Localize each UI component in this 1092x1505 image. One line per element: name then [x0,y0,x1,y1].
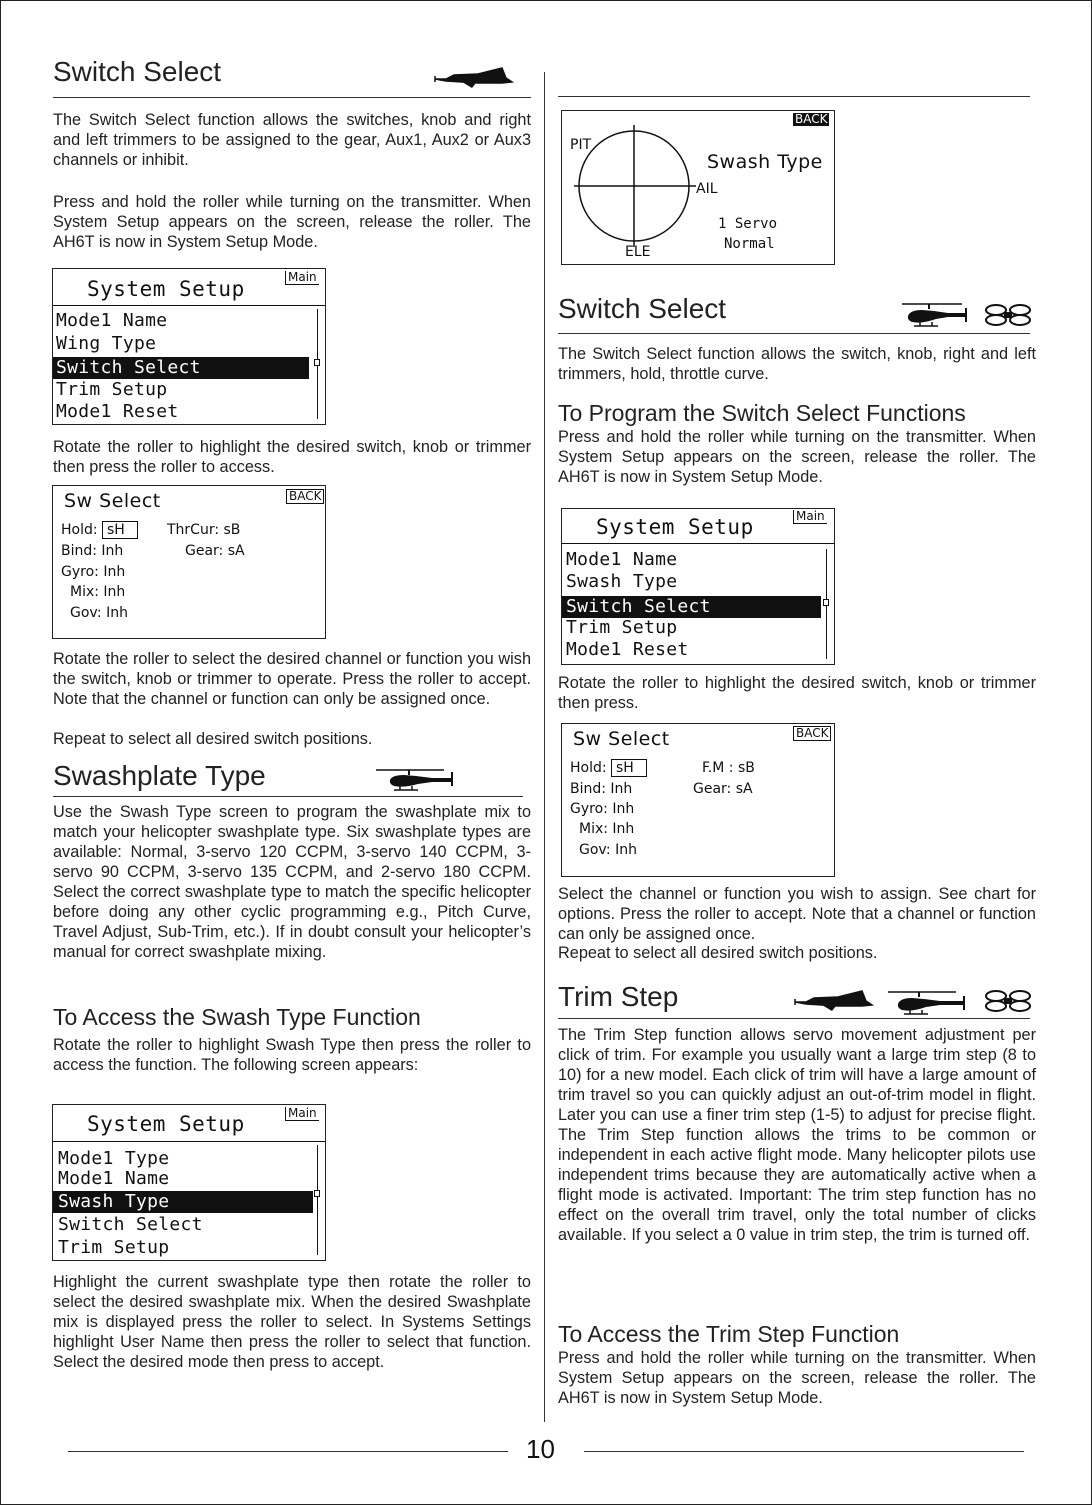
column-divider [544,72,545,1422]
menu-item: Mode1 Type [58,1148,170,1169]
right-switch-para4: Select the channel or function you wish to assign. See chart for options. Press the roller to accept. Note that a channel or function can only be assigned once. [558,885,1036,943]
servo-count: 1 Servo [718,216,778,232]
right-switch-select-heading: Switch Select [558,293,727,324]
airplane-icon [432,64,514,90]
gov-setting: Gov: Inh [579,842,637,858]
main-tag: Main [285,1107,319,1121]
page-number: 10 [526,1434,555,1464]
lcd-title: Sw Select [573,728,670,750]
lcd-system-setup-1 [52,268,326,425]
menu-item: Mode1 Reset [56,401,179,422]
lcd-swash-type [561,110,835,265]
swash-access-heading: To Access the Swash Type Function [53,1004,421,1030]
lcd-system-setup-3 [561,508,835,665]
menu-item-selected: Switch Select [53,357,309,379]
lcd-title: Sw Select [64,490,161,512]
swashplate-rule [53,796,523,797]
menu-item: Trim Setup [58,1237,170,1258]
swashplate-para3: Highlight the current swashplate type then rotate the roller to select the desired swashplate mix. When the desired Swashplate mix is displayed press the roller to select. In Systems Settings highlight User Name then press the roller to select that function. Select the desired mode then press to accept. [53,1273,531,1371]
ele-label: ELE [625,244,651,260]
right-switch-para2: Press and hold the roller while turning on the transmitter. When System Setup appears on the screen, release the roller. The AH6T is now in System Setup Mode. [558,428,1036,486]
trim-step-para2: Press and hold the roller while turning on the transmitter. When System Setup appears on the screen, release the roller. The AH6T is now in System Setup Mode. [558,1349,1036,1407]
mix-setting: Mix: Inh [579,821,635,837]
switch-select-rule [53,97,531,98]
right-switch-para5: Repeat to select all desired switch positions. [558,944,878,962]
scrollbar-knob [314,1190,320,1197]
left-switch-para3: Rotate the roller to highlight the desired switch, knob or trimmer then press the roller to access. [53,438,531,476]
lcd-system-setup-2 [52,1104,326,1261]
menu-item-selected: Swash Type [53,1191,313,1213]
lcd-title: System Setup [87,1112,245,1136]
thrcur-setting: ThrCur: sB [167,522,241,538]
menu-item: Mode1 Name [56,310,168,331]
helicopter-icon [374,766,458,792]
menu-item: Mode1 Name [58,1168,170,1189]
trim-step-rule [558,1018,1030,1019]
quadcopter-icon [984,989,1032,1013]
trim-access-heading: To Access the Trim Step Function [558,1321,900,1347]
menu-item: Swash Type [566,571,678,592]
pit-label: PIT [570,137,592,153]
fm-setting: F.M : sB [702,760,755,776]
bind-setting: Bind: Inh [61,543,124,559]
main-tag: Main [793,510,827,524]
back-tag: BACK [793,726,831,741]
menu-item: Switch Select [58,1214,203,1235]
menu-item: Trim Setup [56,379,168,400]
airplane-icon [792,987,874,1013]
menu-item-selected: Switch Select [562,596,821,618]
hold-value: sH [102,521,138,539]
footer-rule-right [584,1451,1024,1452]
gear-setting: Gear: sA [693,781,753,797]
main-tag: Main [285,271,319,285]
back-tag: BACK [795,112,828,126]
left-switch-para2: Press and hold the roller while turning on the transmitter. When System Setup appears on the screen, release the roller. The AH6T is now in System Setup Mode. [53,193,531,251]
switch-select-heading: Switch Select [53,56,222,87]
swashplate-para1: Use the Swash Type screen to program the swashplate mix to match your helicopter swashplate type. Six swashplate types are available: Normal, 3-servo 120 CCPM, 3-servo 140 CCPM, 3-servo 90 CCPM, 3-servo 135 CCPM, and 2-servo 180 CCPM. Select the correct swashplate type to match the specific helicopter before doing any other cyclic programming e.g., Pitch Curve, Travel Adjust, Sub-Trim, etc.). If in doubt consult your helicopter’s manual for correct swashplate mixing. [53,803,531,961]
mix-setting: Mix: Inh [70,584,126,600]
gov-setting: Gov: Inh [70,605,128,621]
scrollbar-knob [314,359,320,366]
gear-setting: Gear: sA [185,543,245,559]
back-tag: BACK [286,489,324,504]
lcd-sw-select-2 [561,723,835,877]
swashplate-para2: Rotate the roller to highlight Swash Type then press the roller to access the function. The following screen appears: [53,1036,531,1074]
lcd-title: System Setup [87,277,245,301]
helicopter-icon [900,300,972,328]
trim-step-heading: Trim Step [558,981,679,1012]
hold-label: Hold: [570,760,607,776]
ail-label: AIL [696,181,718,197]
lcd-sw-select-1 [52,485,326,639]
swash-type-title: Swash Type [707,151,823,173]
left-switch-para5: Repeat to select all desired switch positions. [53,730,373,748]
right-switch-para3: Rotate the roller to highlight the desired switch, knob or trimmer then press. [558,674,1036,712]
right-switch-select-rule [558,333,1030,334]
left-switch-para1: The Switch Select function allows the switches, knob and right and left trimmers to be assigned to the gear, Aux1, Aux2 or Aux3 channels or inhibit. [53,111,531,169]
left-switch-para4: Rotate the roller to select the desired channel or function you wish the switch, knob or trimmer to operate. Press the roller to accept. Note that the channel or function can only be assigned once. [53,650,531,708]
bind-setting: Bind: Inh [570,781,633,797]
footer-rule-left [68,1451,508,1452]
gyro-setting: Gyro: Inh [61,564,126,580]
gyro-setting: Gyro: Inh [570,801,635,817]
scrollbar [317,1145,318,1255]
menu-item: Wing Type [56,333,157,354]
hold-label: Hold: [61,522,98,538]
right-top-rule [558,96,1030,97]
menu-item: Trim Setup [566,617,678,638]
menu-item: Mode1 Name [566,549,678,570]
hold-value: sH [611,759,647,777]
menu-item: Mode1 Reset [566,639,689,660]
scrollbar-knob [823,599,829,606]
helicopter-icon [886,988,970,1016]
swash-mode: Normal [724,236,775,252]
right-switch-para1: The Switch Select function allows the switch, knob, right and left trimmers, hold, throttle curve. [558,345,1036,383]
quadcopter-icon [984,303,1032,327]
program-switch-heading: To Program the Switch Select Functions [558,400,966,426]
trim-step-para1: The Trim Step function allows servo movement adjustment per click of trim. For example you usually want a large trim step (8 to 10) for a new model. Each click of trim will have a large amount of trim travel so you can quickly adjust an out-of-trim model in flight. Later you can use a finer trim step (1-5) to adjust for precise flight. The Trim Step function allows the trims to be common or independent in each active flight mode. Many helicopter pilots use independent trims because they are automatically active when a flight mode is activated. Important: The trim step function has no effect on the overall trim travel, only the total number of clicks available. If you select a 0 value in trim step, the trim is turned off. [558,1026,1036,1244]
lcd-title: System Setup [596,515,754,539]
swashplate-heading: Swashplate Type [53,760,266,791]
